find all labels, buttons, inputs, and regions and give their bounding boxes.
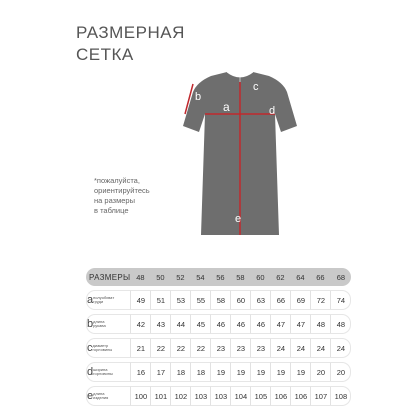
- table-cell: 43: [150, 314, 170, 334]
- dress-diagram: [183, 70, 298, 235]
- table-cell: 24: [310, 338, 330, 358]
- table-cell: 24: [330, 338, 351, 358]
- table-cell: 107: [310, 386, 330, 406]
- table-row: [86, 338, 351, 358]
- note-line-4: в таблице: [94, 206, 129, 215]
- row-label: [86, 338, 130, 358]
- table-cell: 63: [250, 290, 270, 310]
- table-cell: 19: [250, 362, 270, 382]
- page-title: [76, 22, 185, 66]
- table-cell: 42: [130, 314, 150, 334]
- size-header-cell: 52: [170, 268, 190, 286]
- table-cell: 108: [330, 386, 351, 406]
- table-cell: 45: [190, 314, 210, 334]
- table-cell: 19: [290, 362, 310, 382]
- table-cell: 53: [170, 290, 190, 310]
- table-cell: 48: [310, 314, 330, 334]
- table-cell: 102: [170, 386, 190, 406]
- table-cell: 100: [130, 386, 150, 406]
- table-cell: 18: [170, 362, 190, 382]
- size-header-label: РАЗМЕРЫ: [86, 268, 130, 286]
- table-row: [86, 290, 351, 310]
- size-header-cell: 58: [230, 268, 250, 286]
- table-cell: 49: [130, 290, 150, 310]
- table-cell: 69: [290, 290, 310, 310]
- row-letter: a: [87, 294, 94, 306]
- row-desc: диаметр горловины: [92, 342, 113, 352]
- label-a: a: [223, 100, 230, 114]
- row-desc: длина рукава: [93, 318, 106, 328]
- table-row: [86, 362, 351, 382]
- table-cell: 101: [150, 386, 170, 406]
- table-cell: 72: [310, 290, 330, 310]
- size-header-cell: 48: [130, 268, 150, 286]
- table-cell: 22: [170, 338, 190, 358]
- row-letter: e: [87, 390, 94, 402]
- table-cell: 106: [290, 386, 310, 406]
- size-header-cell: 66: [310, 268, 330, 286]
- row-label: [86, 290, 130, 310]
- size-table: [86, 264, 351, 410]
- table-row: [86, 314, 351, 334]
- row-label: [86, 386, 130, 406]
- table-cell: 23: [250, 338, 270, 358]
- table-cell: 17: [150, 362, 170, 382]
- table-cell: 46: [210, 314, 230, 334]
- table-cell: 20: [330, 362, 351, 382]
- table-cell: 104: [230, 386, 250, 406]
- table-cell: 60: [230, 290, 250, 310]
- size-header-cell: 60: [250, 268, 270, 286]
- table-cell: 18: [190, 362, 210, 382]
- title-line-2: СЕТКА: [76, 45, 134, 64]
- table-row: [86, 386, 351, 406]
- table-cell: 74: [330, 290, 351, 310]
- size-header-row: [86, 268, 351, 286]
- size-header-cell: 50: [150, 268, 170, 286]
- label-c: c: [253, 81, 259, 93]
- note-line-1: *пожалуйста,: [94, 176, 140, 185]
- size-header-cell: 68: [330, 268, 351, 286]
- row-desc: полуобхват груди: [93, 294, 115, 304]
- table-cell: 22: [150, 338, 170, 358]
- size-header-cell: 56: [210, 268, 230, 286]
- table-cell: 44: [170, 314, 190, 334]
- row-label: [86, 314, 130, 334]
- table-cell: 19: [230, 362, 250, 382]
- table-cell: 47: [270, 314, 290, 334]
- row-letter: c: [87, 342, 93, 354]
- table-cell: 23: [230, 338, 250, 358]
- size-header-cell: 62: [270, 268, 290, 286]
- table-cell: 55: [190, 290, 210, 310]
- table-cell: 46: [230, 314, 250, 334]
- note-line-2: ориентируйтесь: [94, 186, 150, 195]
- row-label: [86, 362, 130, 382]
- size-header-cell: 54: [190, 268, 210, 286]
- table-cell: 19: [270, 362, 290, 382]
- row-desc: длина изделия: [93, 390, 109, 400]
- table-cell: 24: [270, 338, 290, 358]
- note-line-3: на размеры: [94, 196, 135, 205]
- label-e: e: [235, 213, 242, 225]
- table-cell: 47: [290, 314, 310, 334]
- table-cell: 21: [130, 338, 150, 358]
- title-line-1: РАЗМЕРНАЯ: [76, 23, 185, 42]
- label-d: d: [269, 105, 276, 117]
- table-cell: 16: [130, 362, 150, 382]
- table-cell: 20: [310, 362, 330, 382]
- table-cell: 23: [210, 338, 230, 358]
- table-cell: 46: [250, 314, 270, 334]
- table-cell: 22: [190, 338, 210, 358]
- label-b: b: [195, 91, 202, 103]
- size-header-cell: 64: [290, 268, 310, 286]
- size-note: [94, 176, 184, 216]
- table-cell: 105: [250, 386, 270, 406]
- row-desc: ширина горловины: [93, 366, 113, 376]
- table-cell: 103: [190, 386, 210, 406]
- row-letter: b: [87, 318, 94, 330]
- table-cell: 24: [290, 338, 310, 358]
- table-cell: 103: [210, 386, 230, 406]
- table-cell: 51: [150, 290, 170, 310]
- table-cell: 58: [210, 290, 230, 310]
- table-cell: 48: [330, 314, 351, 334]
- table-cell: 66: [270, 290, 290, 310]
- table-cell: 106: [270, 386, 290, 406]
- table-cell: 19: [210, 362, 230, 382]
- row-letter: d: [87, 366, 94, 378]
